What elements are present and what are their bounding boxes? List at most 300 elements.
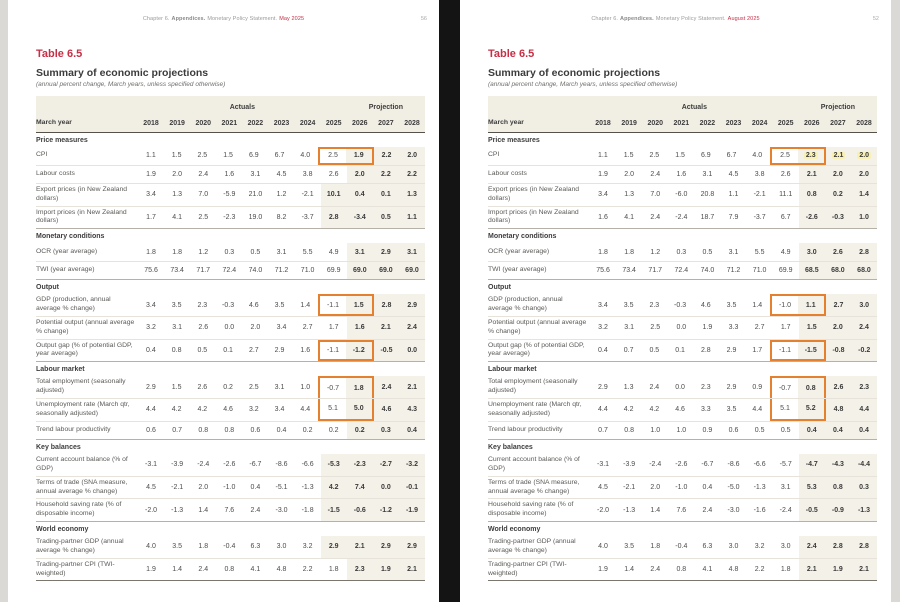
- page-number: 56: [420, 16, 427, 22]
- cell-value: -2.4: [649, 461, 662, 469]
- table-cell: [399, 536, 425, 558]
- year-header-row: [36, 115, 425, 132]
- cell-value: 6.7: [274, 152, 285, 160]
- cell-value: 3.1: [274, 383, 285, 391]
- table-cell: [668, 536, 694, 558]
- cell-value: 0.5: [197, 346, 208, 354]
- table-cell: [667, 147, 693, 165]
- table-cell: [668, 559, 694, 581]
- table-cell: [773, 207, 799, 229]
- cell-value: 2.1: [407, 383, 418, 391]
- table-cell: [720, 559, 746, 581]
- cell-value: 2.6: [198, 324, 209, 332]
- table-cell: [770, 340, 798, 362]
- table-cell: [747, 184, 773, 206]
- table-cell: [215, 147, 241, 165]
- table-row-labour-costs: [488, 165, 877, 184]
- table-cell: [292, 147, 318, 165]
- row-label: Terms of trade (SNA measure, annual average % change): [488, 478, 580, 495]
- table-cell: [399, 294, 425, 316]
- cell-value: 2.6: [780, 170, 791, 178]
- table-cell: [242, 207, 268, 229]
- cell-value: 3.1: [407, 248, 417, 256]
- cell-value: -3.7: [753, 213, 766, 221]
- cell-value: 2.6: [833, 248, 843, 256]
- cell-value: 5.3: [806, 484, 817, 492]
- table-cell: [851, 166, 877, 184]
- row-cells: [590, 166, 877, 184]
- cell-value: 1.7: [146, 213, 156, 221]
- table-cell: [268, 184, 294, 206]
- row-cells: [138, 454, 425, 476]
- table-cell: [747, 454, 773, 476]
- table-cell: [268, 477, 294, 499]
- table-cell: [825, 317, 851, 339]
- table-cell: [851, 243, 877, 261]
- cell-value: 0.8: [805, 384, 816, 392]
- cell-value: 4.2: [171, 406, 182, 414]
- table-cell: [616, 536, 642, 558]
- cell-value: 3.5: [171, 301, 182, 309]
- actuals-group-header: Actuals: [229, 104, 256, 111]
- row-label: CPI: [488, 151, 500, 159]
- cell-value: -4.4: [857, 461, 871, 469]
- table-cell: [268, 422, 294, 440]
- cell-value: 7.6: [224, 506, 235, 514]
- table-cell: [292, 340, 318, 362]
- table-cell: [346, 340, 374, 362]
- table-cell: [189, 376, 215, 398]
- section-header: World economy: [36, 525, 89, 533]
- cell-value: 2.3: [700, 383, 711, 391]
- cell-value: 2.3: [649, 301, 660, 309]
- table-cell: [590, 294, 616, 316]
- table-cell: [138, 317, 164, 339]
- cell-value: 69.0: [405, 267, 419, 275]
- cell-value: 3.0: [859, 301, 870, 309]
- table-cell: [268, 317, 294, 339]
- cell-value: -3.0: [727, 506, 740, 514]
- table-cell: [373, 422, 399, 440]
- cell-value: 2.5: [649, 152, 660, 160]
- cell-value: 1.8: [598, 248, 608, 256]
- cell-value: 3.2: [248, 406, 259, 414]
- table-cell: [826, 294, 852, 316]
- table-row-ocr-year-average: [488, 243, 877, 261]
- table-cell: [694, 477, 720, 499]
- table-row-potential-output-annual-: [36, 316, 425, 339]
- table-cell: [616, 376, 642, 398]
- cell-value: 6.9: [248, 152, 259, 160]
- cell-value: 1.1: [146, 152, 156, 160]
- table-cell: [667, 376, 693, 398]
- table-cell: [773, 477, 799, 499]
- table-row-terms-of-trade-sna-measu: [36, 476, 425, 499]
- table-cell: [190, 559, 216, 581]
- cell-value: 4.8: [833, 406, 844, 414]
- cell-value: -6.7: [249, 461, 262, 469]
- row-cells: [590, 207, 877, 229]
- cell-value: -3.7: [301, 213, 314, 221]
- table-cell: [347, 477, 373, 499]
- row-label: TWI (year average): [36, 266, 95, 274]
- cell-value: 3.5: [726, 301, 737, 309]
- year-header-2021: 2021: [673, 120, 690, 127]
- table-cell: [373, 454, 399, 476]
- table-cell: [851, 184, 877, 206]
- table-cell: [773, 454, 799, 476]
- row-cells: [590, 340, 877, 362]
- row-label: Export prices (in New Zealand dollars): [36, 186, 128, 202]
- cell-value: 0.6: [250, 426, 261, 434]
- cell-value: -3.2: [405, 461, 419, 469]
- table-cell: [693, 294, 719, 316]
- table-cell: [616, 294, 642, 316]
- row-label: Household saving rate (% of disposable income): [36, 501, 122, 518]
- cell-value: 8.2: [276, 213, 287, 221]
- cell-value: 0.3: [224, 248, 235, 256]
- cell-value: 0.1: [381, 191, 391, 199]
- cell-value: 2.9: [726, 383, 737, 391]
- cell-value: -4.3: [831, 461, 844, 469]
- table-cell: [295, 499, 321, 521]
- table-cell: [694, 422, 720, 440]
- table-number-label: Table 6.5: [36, 48, 83, 60]
- cell-value: 4.4: [859, 406, 870, 414]
- cell-value: 1.8: [198, 543, 209, 551]
- cell-value: -2.6: [223, 461, 236, 469]
- cell-value: 0.5: [754, 426, 765, 434]
- running-header: [8, 16, 439, 22]
- section-header: Key balances: [488, 443, 533, 451]
- table-cell: [268, 262, 294, 280]
- cell-value: -5.9: [223, 191, 236, 199]
- year-header-2025: 2025: [777, 120, 794, 127]
- table-cell: [242, 166, 268, 184]
- cell-value: 0.2: [354, 426, 365, 434]
- table-cell: [190, 262, 216, 280]
- cell-value: 7.6: [676, 506, 687, 514]
- table-cell: [399, 340, 425, 362]
- row-label: Total employment (seasonally adjusted): [488, 378, 578, 395]
- table-cell: [295, 166, 321, 184]
- table-cell: [164, 376, 190, 398]
- cell-value: 1.5: [171, 152, 182, 160]
- table-cell: [747, 262, 773, 280]
- row-cells: [590, 262, 877, 280]
- cell-value: 71.0: [752, 267, 767, 275]
- actuals-group-header: Actuals: [681, 104, 708, 111]
- table-cell: [642, 454, 668, 476]
- table-cell: [747, 536, 773, 558]
- cell-value: 74.0: [700, 267, 715, 275]
- cell-value: 0.8: [624, 426, 634, 434]
- table-cell: [616, 317, 642, 339]
- cell-value: 2.4: [198, 170, 209, 178]
- cell-value: 4.5: [598, 484, 608, 492]
- cell-value: 0.4: [833, 426, 843, 434]
- cell-value: 69.0: [379, 267, 393, 275]
- cell-value: -1.9: [405, 506, 419, 514]
- year-header-2020: 2020: [647, 120, 664, 127]
- cell-value: 1.0: [650, 426, 661, 434]
- table-cell: [616, 399, 642, 421]
- table-cell: [590, 399, 616, 421]
- table-cell: [773, 499, 799, 521]
- table-cell: [399, 399, 425, 421]
- table-cell: [694, 243, 720, 261]
- cell-value: 4.2: [649, 406, 660, 414]
- table-cell: [744, 294, 770, 316]
- cell-value: 1.8: [328, 566, 339, 574]
- cell-value: -2.4: [675, 213, 688, 221]
- table-cell: [189, 399, 215, 421]
- table-cell: [295, 454, 321, 476]
- row-cells: [138, 477, 425, 499]
- table-cell: [693, 376, 719, 398]
- cell-value: 1.6: [354, 324, 365, 332]
- table-cell: [399, 454, 425, 476]
- table-cell: [720, 317, 746, 339]
- table-row-current-account-balance-: [488, 454, 877, 476]
- cell-value: 3.0: [728, 543, 739, 551]
- table-cell: [242, 499, 268, 521]
- table-row-ocr-year-average: [36, 243, 425, 261]
- row-label: Trading-partner CPI (TWI-weighted): [488, 560, 567, 577]
- table-cell: [347, 166, 373, 184]
- table-cell: [642, 207, 668, 229]
- cell-value: -1.5: [327, 506, 340, 514]
- table-cell: [216, 317, 242, 339]
- cell-value: 69.9: [326, 267, 341, 275]
- table-cell: [321, 184, 347, 206]
- table-cell: [826, 399, 852, 421]
- cell-value: 2.3: [354, 566, 365, 574]
- appendices-label: Appendices.: [620, 16, 654, 22]
- cell-value: 1.5: [623, 152, 634, 160]
- cell-value: 3.2: [146, 324, 156, 332]
- cell-value: 0.8: [224, 426, 235, 434]
- year-header-2018: 2018: [595, 120, 611, 127]
- table-cell: [292, 376, 318, 398]
- row-cells: [590, 559, 877, 581]
- table-cell: [190, 499, 216, 521]
- cell-value: 1.7: [780, 324, 791, 332]
- table-row-trading-partner-cpi-twi-: [488, 558, 877, 581]
- cell-value: 0.7: [598, 426, 608, 434]
- table-cell: [851, 399, 877, 421]
- cell-value: 3.4: [598, 301, 608, 309]
- cell-value: 0.8: [198, 426, 209, 434]
- cell-value: 2.7: [248, 346, 259, 354]
- table-row-output-gap-of-potential-: [36, 339, 425, 362]
- cell-value: -1.3: [623, 506, 636, 514]
- cell-value: -5.0: [727, 484, 740, 492]
- year-cells: [138, 115, 425, 132]
- table-cell: [719, 294, 745, 316]
- table-cell: [747, 559, 773, 581]
- cell-value: 2.1: [859, 566, 869, 574]
- table-cell: [616, 184, 642, 206]
- table-cell: [694, 317, 720, 339]
- cell-value: 0.5: [702, 248, 713, 256]
- table-cell: [799, 317, 825, 339]
- cell-value: 1.1: [805, 301, 816, 309]
- cell-value: -5.3: [327, 461, 340, 469]
- cell-value: 6.7: [780, 213, 791, 221]
- table-cell: [667, 399, 693, 421]
- cell-value: 3.0: [780, 543, 791, 551]
- cell-value: 3.0: [806, 248, 817, 256]
- appendices-label: Appendices.: [171, 16, 206, 22]
- cell-value: 2.9: [274, 346, 285, 354]
- table-cell: [242, 422, 268, 440]
- cell-value: 2.8: [700, 346, 711, 354]
- cell-value: 0.2: [302, 426, 313, 434]
- table-cell: [216, 207, 242, 229]
- table-cell: [321, 317, 347, 339]
- row-label: Trading-partner GDP (annual average % change): [36, 538, 124, 554]
- cell-value: 3.1: [780, 484, 791, 492]
- table-cell: [164, 559, 190, 581]
- cell-value: 4.4: [752, 406, 763, 414]
- year-header-2025: 2025: [325, 120, 342, 127]
- section-header: Monetary conditions: [488, 232, 557, 240]
- table-cell: [138, 147, 164, 165]
- table-cell: [641, 399, 667, 421]
- cell-value: 3.5: [623, 301, 634, 309]
- row-cells: [590, 454, 877, 476]
- section-monetary-conditions: [488, 228, 877, 279]
- cell-value: 2.4: [650, 566, 661, 574]
- cell-value: 0.8: [833, 484, 843, 492]
- table-cell: [242, 317, 268, 339]
- table-subtitle: (annual percent change, March years, unless specified otherwise): [36, 81, 226, 88]
- table-cell: [642, 477, 668, 499]
- table-cell: [747, 499, 773, 521]
- table-cell: [216, 559, 242, 581]
- table-cell: [374, 294, 400, 316]
- table-cell: [747, 207, 773, 229]
- cell-value: 0.0: [676, 324, 687, 332]
- row-label: Household saving rate (% of disposable income): [488, 501, 574, 518]
- table-cell: [799, 499, 825, 521]
- table-cell: [773, 243, 799, 261]
- table-cell: [189, 294, 215, 316]
- row-cells: [138, 166, 425, 184]
- cell-value: 0.0: [224, 324, 235, 332]
- cell-value: 0.6: [728, 426, 739, 434]
- row-label: Current account balance (% of GDP): [488, 456, 580, 472]
- cell-value: -8.6: [727, 461, 740, 469]
- table-cell: [667, 340, 693, 362]
- cell-value: -3.1: [597, 461, 610, 469]
- table-cell: [667, 294, 693, 316]
- table-cell: [138, 262, 164, 280]
- cell-value: 2.4: [250, 506, 261, 514]
- cell-value: 0.4: [407, 426, 417, 434]
- cell-value: 2.7: [833, 301, 844, 309]
- cell-value: 0.9: [752, 383, 763, 391]
- cell-value: -0.2: [858, 346, 871, 354]
- table-cell: [215, 340, 241, 362]
- table-cell: [374, 399, 400, 421]
- table-cell: [825, 166, 851, 184]
- table-title: Summary of economic projections: [36, 67, 209, 79]
- section-header: World economy: [488, 525, 541, 533]
- table-cell: [770, 147, 798, 165]
- cell-value: 2.0: [172, 170, 182, 178]
- table-cell: [190, 207, 216, 229]
- table-cell: [744, 340, 770, 362]
- table-cell: [826, 376, 852, 398]
- cell-value: 3.1: [250, 170, 261, 178]
- section-price-measures: [36, 133, 425, 228]
- table-cell: [346, 294, 374, 316]
- table-cell: [693, 340, 719, 362]
- cell-value: 4.3: [407, 406, 418, 414]
- table-cell: [138, 399, 164, 421]
- cell-value: -4.7: [805, 461, 818, 469]
- table-cell: [799, 166, 825, 184]
- cell-value: 2.7: [754, 324, 765, 332]
- table-cell: [668, 207, 694, 229]
- table-cell: [138, 559, 164, 581]
- table-cell: [825, 536, 851, 558]
- table-cell: [268, 166, 294, 184]
- table-cell: [373, 262, 399, 280]
- table-cell: [295, 422, 321, 440]
- table-cell: [641, 294, 667, 316]
- cell-value: 2.0: [859, 170, 869, 178]
- table-cell: [851, 147, 877, 165]
- cell-value: 2.2: [381, 152, 392, 160]
- cell-value: -1.1: [326, 346, 340, 354]
- cell-value: 1.0: [859, 213, 869, 221]
- cell-value: 4.1: [250, 566, 261, 574]
- table-cell: [242, 559, 268, 581]
- cell-value: 5.5: [754, 248, 765, 256]
- cell-value: -2.7: [379, 461, 392, 469]
- table-cell: [694, 184, 720, 206]
- march-year-label: March year: [488, 119, 524, 127]
- row-cells: [138, 294, 425, 316]
- table-row-terms-of-trade-sna-measu: [488, 476, 877, 499]
- section-world-economy: [488, 521, 877, 580]
- table-cell: [347, 499, 373, 521]
- cell-value: 0.8: [676, 566, 687, 574]
- table-cell: [642, 559, 668, 581]
- cell-value: 2.1: [806, 566, 817, 574]
- table-cell: [321, 243, 347, 261]
- cell-value: 4.0: [752, 152, 763, 160]
- cell-value: 0.2: [328, 426, 339, 434]
- table-cell: [720, 499, 746, 521]
- cell-value: 0.8: [806, 191, 817, 199]
- table-cell: [295, 317, 321, 339]
- table-cell: [720, 184, 746, 206]
- cell-value: 0.0: [407, 346, 418, 354]
- table-cell: [318, 147, 346, 165]
- cell-value: -2.0: [597, 506, 610, 514]
- table-cell: [851, 559, 877, 581]
- cell-value: 2.7: [302, 324, 313, 332]
- table-cell: [242, 536, 268, 558]
- table-cell: [642, 262, 668, 280]
- table-cell: [268, 243, 294, 261]
- cell-value: 2.3: [197, 301, 208, 309]
- table-row-cpi: [488, 147, 877, 165]
